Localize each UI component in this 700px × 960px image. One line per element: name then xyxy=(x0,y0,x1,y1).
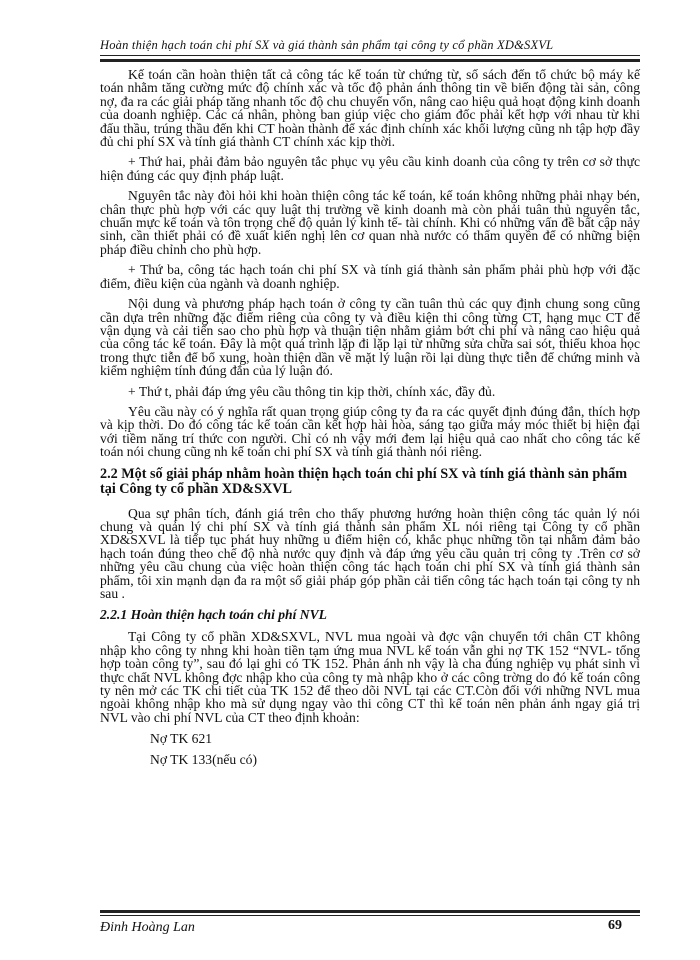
page-number: 69 xyxy=(608,918,622,933)
paragraph: Yêu cầu này có ý nghĩa rất quan trọng giúp công ty đa ra các quyết định đúng đắn, thích hợp và kịp thời. Do đó công tác kế toán cần kết hợp hài hòa, sáng tạo giữa máy móc thiết bị hiện đại với tiềm năng trí thức con người. Chỉ có nh vậy mới đem lại hiệu quả cao nhất cho công tác kế toán nói chung cũng nh kế toán chi phí SX và tính giá thành nói riêng. xyxy=(100,403,640,460)
page-body xyxy=(100,68,640,773)
paragraph: + Thứ ba, công tác hạch toán chi phí SX và tính giá thành sản phẩm phải phù hợp với đặc điểm, điều kiện của ngành và doanh nghiệp. xyxy=(100,262,640,291)
section-intro: Qua sự phân tích, đánh giá trên cho thấy phương hướng hoàn thiện công tác quản lý nói chung và quản lý chi phí SX và tính giá thành sản phẩm XL nói riêng tại Công ty cổ phần XD&SXVL là tiếp tục phát huy những u điểm hiện có, khắc phục những tồn tại nhằm đảm bảo hạch toán đúng theo chế độ nhà nước quy định và đáp ứng yêu cầu quản trị công ty .Trên cơ sở những yêu cầu chung của việc hoàn thiện công tác hạch toán chi phí SX và tính giá thành sản phẩm, tôi xin mạnh dạn đa ra một số giải pháp góp phần cải tiến công tác hạch toán tại công ty nh sau . xyxy=(100,505,640,601)
section-heading: 2.2 Một số giải pháp nhằm hoàn thiện hạch toán chi phí SX và tính giá thành sản phẩm tại Công ty cổ phần XD&SXVL xyxy=(100,465,628,497)
paragraph: Nội dung và phương pháp hạch toán ở công ty cần tuân thủ các quy định chung song cũng cần dựa trên những đặc điểm riêng của công ty và điều kiện thi công từng CT, hạng mục CT để vận dụng và cải tiến sao cho phù hợp và thuận tiện nhằm giảm bớt chi phí và nâng cao hiệu quả của công tác kế toán. Đây là một quá trình lặp đi lặp lại từ những sửa chữa sai sót, thiếu khoa học trong thực tiễn để bổ xung, hoàn thiện dần về mặt lý luận rồi lại dùng thực tiễn để chứng minh và kiểm nghiệm tính đúng đắn của lý luận đó. xyxy=(100,296,640,379)
paragraph: + Thứ t, phải đáp ứng yêu cầu thông tin kịp thời, chính xác, đầy đủ. xyxy=(128,383,496,399)
header-divider xyxy=(100,55,640,62)
paragraph: + Thứ hai, phải đảm bảo nguyên tắc phục vụ yêu cầu kinh doanh của công ty trên cơ sở thực hiện đúng các quy định pháp luật. xyxy=(100,154,640,183)
subsection-heading: 2.2.1 Hoàn thiện hạch toán chi phí NVL xyxy=(100,607,327,623)
debit-entry: Nợ TK 133(nếu có) xyxy=(150,752,257,768)
running-header: Hoàn thiện hạch toán chi phí SX và giá thành sản phẩm tại công ty cổ phần XD&SXVL xyxy=(100,38,554,52)
footer-divider xyxy=(100,910,640,916)
paragraph: Nguyên tắc này đòi hỏi khi hoàn thiện công tác kế toán, kế toán không những phải nhạy bén, chân thực phù hợp với các quy luật thị trường về kinh doanh mà còn phải tuân thủ nguyên tắc, chuẩn mực kế toán và tôn trọng chế độ quản lý kinh tế- tài chính. Khi có những vấn đề bất cập nảy sinh, cần thiết phải có đề xuất kiến nghị lên cơ quan nhà nước có thẩm quyền để có những biện pháp điều chỉnh cho phù hợp. xyxy=(100,188,640,257)
paragraph: Kế toán cần hoàn thiện tất cả công tác kế toán từ chứng từ, số sách đến tổ chức bộ máy kế toán nhằm tăng cường mức độ chính xác và tốc độ phản ánh thông tin về biến động tài sản, công nợ, đa ra các giải pháp tăng nhanh tốc độ chu chuyển vốn, nâng cao hiệu quả hoạt động kinh doanh của doanh nghiệp. Các cá nhân, phòng ban giúp việc cho giám đốc phải kết hợp với nhau từ khi đấu thầu, trúng thầu đến khi CT hoàn thành để xác định chính xác khối lượng cũng nh tập hợp đầy đủ chi phí SX và tính giá thành CT chính xác kịp thời. xyxy=(100,67,640,150)
subsection-body: Tại Công ty cổ phần XD&SXVL, NVL mua ngoài và đợc vận chuyển tới chân CT không nhập kho công ty nhng khi hoàn tiền tạm ứng mua NVL kế toán vẫn ghi nợ TK 152 “NVL- tổng hợp toàn công ty”, sau đó lại ghi có TK 152. Phản ánh nh vậy là cha đúng nghiệp vụ phát sinh vì thực chất NVL không đợc nhập kho của công ty mà nhập kho ở các công trờng do đó kế toán công ty nên mở các TK chi tiết của TK 152 để theo dõi NVL tại các CT.Còn đối với những NVL mua ngoài không nhập kho mà sử dụng ngay vào thi công CT thì kế toán nên phản ánh ngay giá trị NVL vào chi phí NVL của CT theo định khoản: xyxy=(100,629,640,725)
author-name: Đinh Hoàng Lan xyxy=(100,920,195,935)
debit-entry: Nợ TK 621 xyxy=(150,731,213,747)
